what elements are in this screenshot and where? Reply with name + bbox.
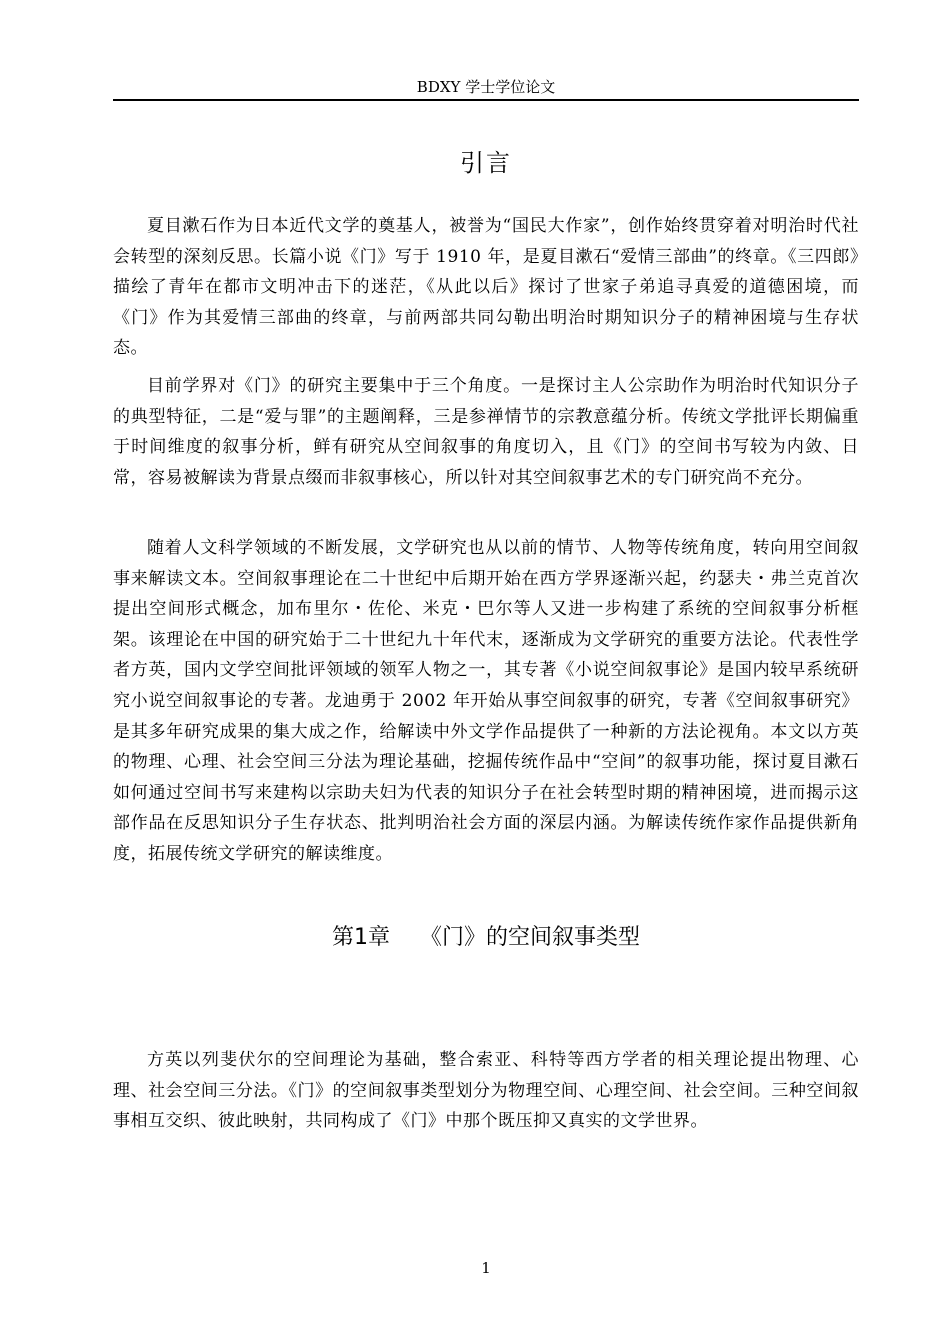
chapter-paragraph-1: 方英以列斐伏尔的空间理论为基础，整合索亚、科特等西方学者的相关理论提出物理、心理、社会空间三分法。《门》的空间叙事类型划分为物理空间、心理空间、社会空间。三种空间叙事相互交织、彼此映射，共同构成了《门》中那个既压抑又真实的文学世界。 — [113, 1050, 859, 1132]
page-number: 1 — [481, 1259, 491, 1277]
intro-paragraph-3: 随着人文科学领域的不断发展，文学研究也从以前的情节、人物等传统角度，转向用空间叙事来解读文本。空间叙事理论在二十世纪中后期开始在西方学界逐渐兴起，约瑟夫・弗兰克首次提出空间形式概念，加布里尔・佐伦、米克・巴尔等人又进一步构建了系统的空间叙事分析框架。该理论在中国的研究始于二十世纪九十年代末，逐渐成为文学研究的重要方法论。代表性学者方英，国内文学空间批评领域的领军人物之一，其专著《小说空间叙事论》是国内较早系统研究小说空间叙事论的专著。龙迪勇于 2002 年开始从事空间叙事的研究，专著《空间叙事研究》是其多年研究成果的集大成之作，给解读中外文学作品提供了一种新的方法论视角。本文以方英的物理、心理、社会空间三分法为理论基础，挖掘传统作品中“空间”的叙事功能，探讨夏目漱石如何通过空间书写来建构以宗助夫妇为代表的知识分子在社会转型时期的精神困境，进而揭示这部作品在反思知识分子生存状态、批判明治社会方面的深层内涵。为解读传统作家作品提供新角度，拓展传统文学研究的解读维度。 — [113, 538, 859, 864]
header-rule — [113, 99, 859, 101]
chapter-title-text: 《门》的空间叙事类型 — [419, 925, 640, 950]
intro-paragraph-2: 目前学界对《门》的研究主要集中于三个角度。一是探讨主人公宗助作为明治时代知识分子的典型特征，二是“爱与罪”的主题阐释，三是参禅情节的宗教意蕴分析。传统文学批评长期偏重于时间维度的叙事分析，鲜有研究从空间叙事的角度切入，且《门》的空间书写较为内敛、日常，容易被解读为背景点缀而非叙事核心，所以针对其空间叙事艺术的专门研究尚不充分。 — [113, 376, 859, 488]
chapter-title — [113, 922, 859, 954]
intro-title: 引言 — [460, 149, 512, 177]
running-header: BDXY 学士学位论文 — [416, 78, 556, 96]
intro-paragraph-1: 夏目漱石作为日本近代文学的奠基人，被誉为“国民大作家”，创作始终贯穿着对明治时代社会转型的深刻反思。长篇小说《门》写于 1910 年，是夏目漱石“爱情三部曲”的终章。《三四郎》描绘了青年在都市文明冲击下的迷茫，《从此以后》探讨了世家子弟追寻真爱的道德困境，而《门》作为其爱情三部曲的终章，与前两部共同勾勒出明治时期知识分子的精神困境与生存状态。 — [113, 216, 859, 359]
chapter-number: 第1章 — [331, 925, 390, 950]
